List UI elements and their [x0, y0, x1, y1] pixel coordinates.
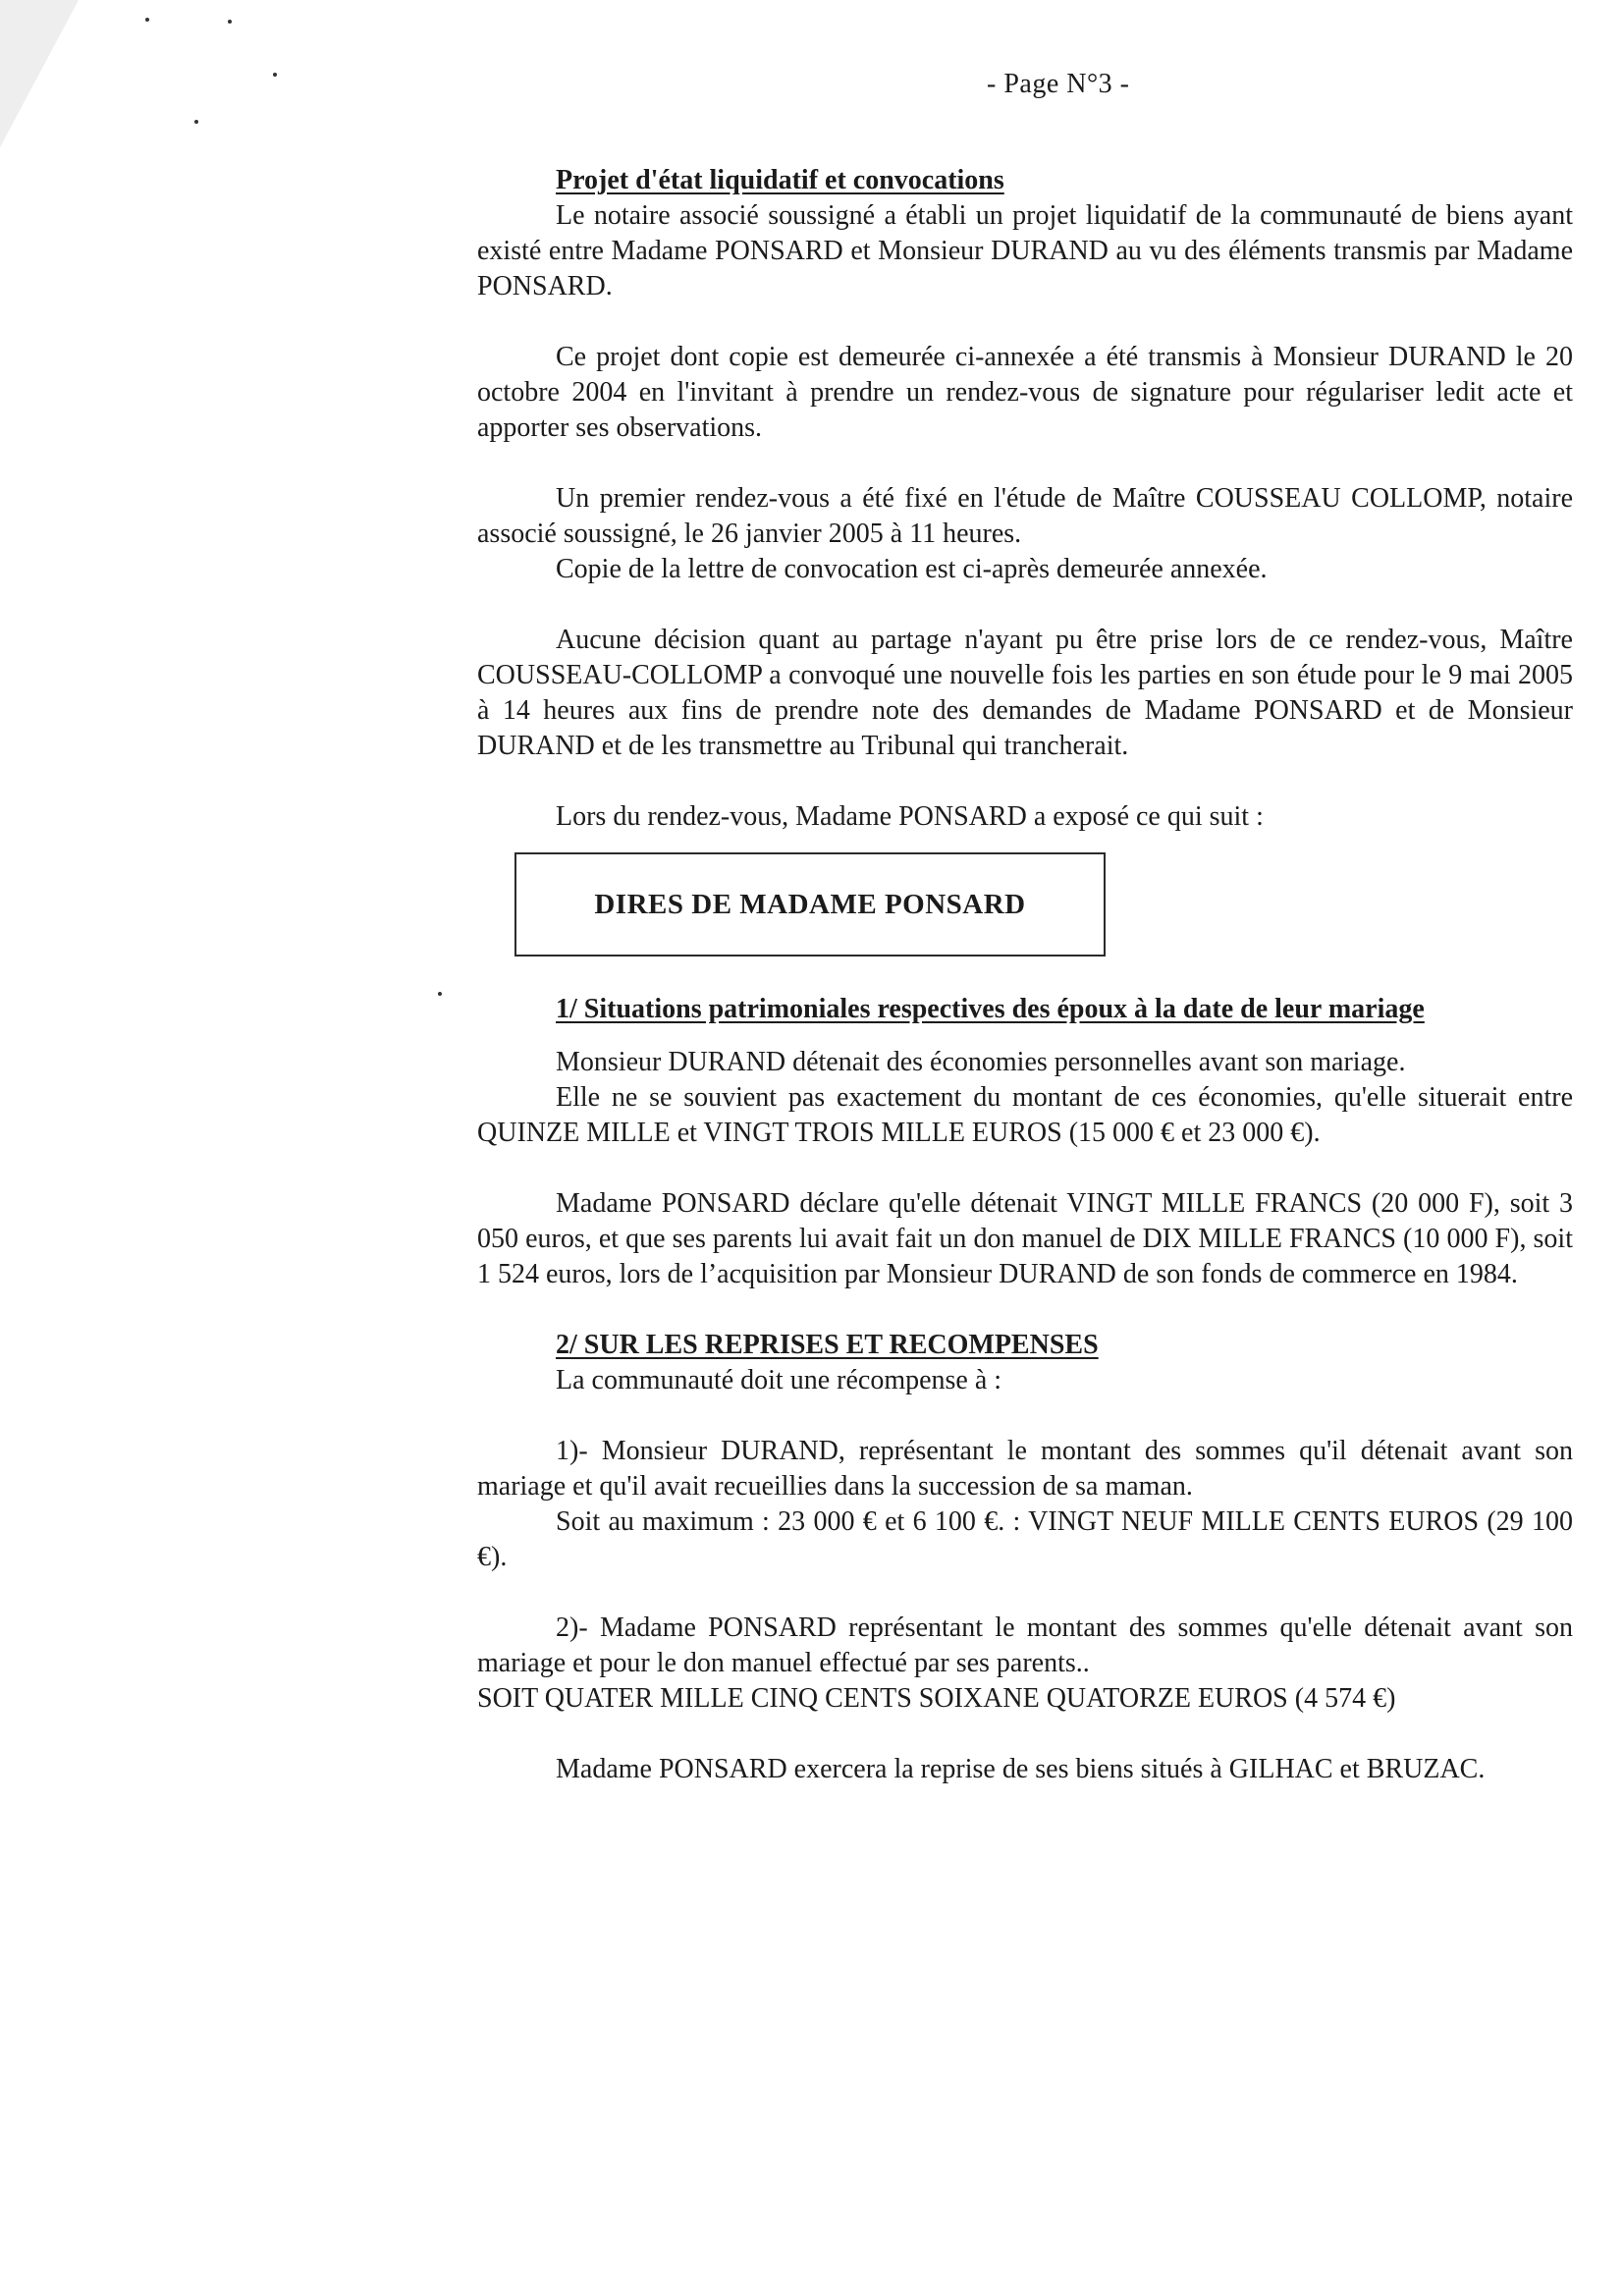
- paragraph: Madame PONSARD déclare qu'elle détenait VINGT MILLE FRANCS (20 000 F), soit 3 050 euros, et que ses parents lui avait fait un don manuel de DIX MILLE FRANCS (10 000 F), soit 1 524 euros, lors de l’acquisition par Monsieur DURAND de son fonds de commerce en 1984.: [477, 1188, 1573, 1289]
- paragraph: Ce projet dont copie est demeurée ci-annexée a été transmis à Monsieur DURAND le 20 octobre 2004 en l'invitant à prendre un rendez-vous de signature pour régulariser ledit acte et apporter ses observations.: [477, 342, 1573, 443]
- paragraph: Le notaire associé soussigné a établi un projet liquidatif de la communauté de biens ayant existé entre Madame PONSARD et Monsieur DURAND au vu des éléments transmis par Madame PONSARD.: [477, 200, 1573, 301]
- paragraph: Soit au maximum : 23 000 € et 6 100 €. : VINGT NEUF MILLE CENTS EUROS (29 100 €).: [477, 1506, 1573, 1572]
- paragraph: Monsieur DURAND détenait des économies personnelles avant son mariage.: [556, 1047, 1406, 1077]
- paragraph: Lors du rendez-vous, Madame PONSARD a exposé ce qui suit :: [556, 801, 1264, 832]
- section-heading-projet: Projet d'état liquidatif et convocations: [556, 165, 1004, 195]
- paragraph: Copie de la lettre de convocation est ci-après demeurée annexée.: [556, 554, 1268, 584]
- section-heading-situations: 1/ Situations patrimoniales respectives des époux à la date de leur mariage: [556, 994, 1425, 1024]
- section-heading-reprises: 2/ SUR LES REPRISES ET RECOMPENSES: [556, 1330, 1099, 1360]
- list-item: 1)- Monsieur DURAND, représentant le montant des sommes qu'il détenait avant son mariage et qu'il avait recueillies dans la succession de sa maman.: [477, 1436, 1573, 1502]
- paragraph: Elle ne se souvient pas exactement du montant de ces économies, qu'elle situerait entre QUINZE MILLE et VINGT TROIS MILLE EUROS (15 000 € et 23 000 €).: [477, 1082, 1573, 1148]
- scan-speck: [194, 120, 198, 124]
- scan-speck: [438, 992, 442, 996]
- scan-speck: [145, 18, 149, 22]
- paragraph: Aucune décision quant au partage n'ayant pu être prise lors de ce rendez-vous, Maître COUSSEAU-COLLOMP a convoqué une nouvelle fois les parties en son étude pour le 9 mai 2005 à 14 heures aux fins de prendre note des demandes de Madame PONSARD et de Monsieur DURAND et de les transmettre au Tribunal qui trancherait.: [477, 625, 1573, 761]
- page-corner-shadow: [0, 0, 79, 147]
- document-body: [477, 163, 1573, 1787]
- scan-speck: [273, 73, 277, 77]
- scan-speck: [228, 20, 232, 24]
- page-number: - Page N°3 -: [987, 69, 1130, 99]
- paragraph: La communauté doit une récompense à :: [556, 1365, 1002, 1395]
- paragraph: Madame PONSARD exercera la reprise de ses biens situés à GILHAC et BRUZAC.: [556, 1754, 1486, 1784]
- list-item: 2)- Madame PONSARD représentant le montant des sommes qu'elle détenait avant son mariage et pour le don manuel effectué par ses parents..: [477, 1613, 1573, 1678]
- boxed-title-text: DIRES DE MADAME PONSARD: [594, 889, 1026, 920]
- paragraph: SOIT QUATER MILLE CINQ CENTS SOIXANE QUATORZE EUROS (4 574 €): [477, 1683, 1396, 1714]
- boxed-title: [514, 852, 1106, 957]
- boxed-title-wrapper: [477, 852, 1573, 957]
- paragraph: Un premier rendez-vous a été fixé en l'étude de Maître COUSSEAU COLLOMP, notaire associé soussigné, le 26 janvier 2005 à 11 heures.: [477, 483, 1573, 549]
